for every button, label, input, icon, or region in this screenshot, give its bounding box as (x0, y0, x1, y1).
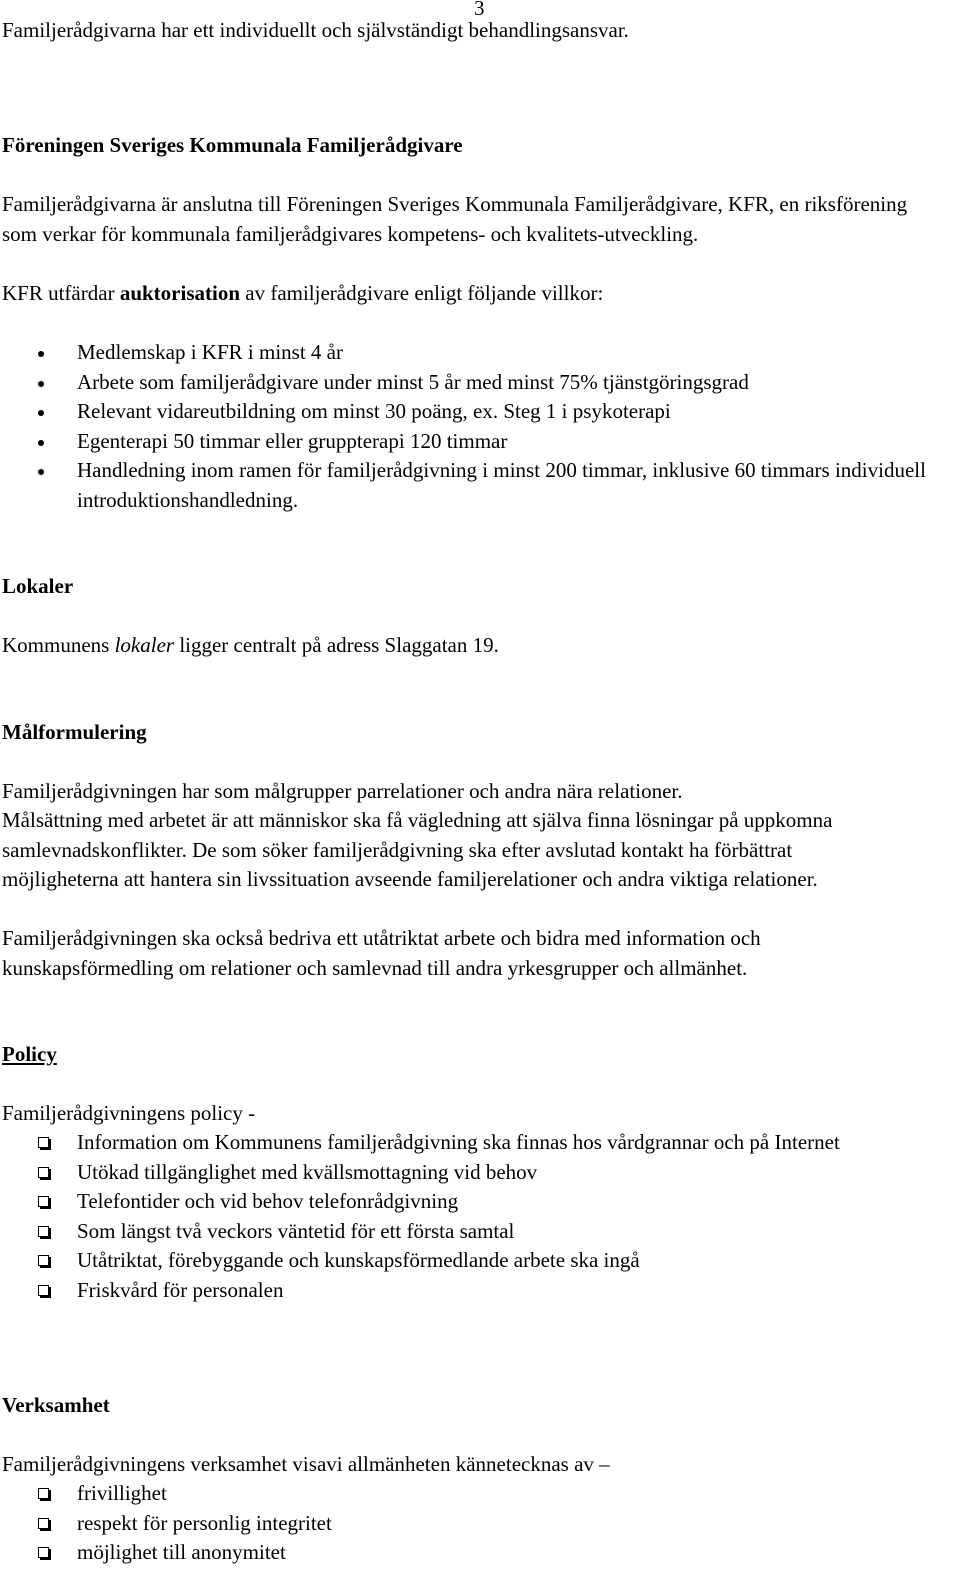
list-item (0, 1128, 927, 1158)
policy-item-text: Utökad tillgänglighet med kvällsmottagning vid behov (77, 1159, 538, 1184)
verksamhet-item-text: frivillighet (77, 1481, 167, 1505)
lokaler-italic: lokaler (114, 633, 175, 657)
checkbox-bullet-icon (38, 1518, 49, 1529)
conditions-list (0, 338, 947, 515)
list-item (0, 1509, 947, 1539)
checkbox-bullet-icon (38, 1285, 49, 1296)
list-item (0, 1276, 947, 1306)
checkbox-bullet-icon (38, 1167, 49, 1178)
bullet-icon (38, 410, 44, 416)
list-item (0, 1158, 947, 1188)
bullet-icon (38, 351, 44, 357)
policy-list (0, 1128, 947, 1305)
verksamhet-heading: Verksamhet (2, 1393, 110, 1417)
malformulering-line-2: Målsättning med arbetet är att människor ska få vägledning att själva finna lösningar på uppkomna samlevnadskonflikter. De som söker familjerådgivning ska efter avslutad kontakt ha förbättrat möjligheterna att hantera sin livssituation avseende familjerelationer och andra viktiga relationer. (2, 808, 833, 891)
list-item (0, 1217, 947, 1247)
verksamhet-item-text: möjlighet till anonymitet (77, 1540, 286, 1564)
checkbox-bullet-icon (38, 1488, 49, 1499)
checkbox-bullet-icon (38, 1255, 49, 1266)
policy-item-text: Information om Kommunens familjerådgivning ska finnas hos vårdgrannar och på Internet (77, 1130, 840, 1154)
intro-paragraph: Familjerådgivarna har ett individuellt och självständigt behandlingsansvar. (2, 18, 629, 42)
policy-intro: Familjerådgivningens policy - (2, 1101, 256, 1125)
policy-heading: Policy (2, 1042, 57, 1066)
kfr-auktorisation-post: av familjerådgivare enligt följande villkor: (240, 281, 604, 305)
checkbox-bullet-icon (38, 1226, 49, 1237)
list-item (0, 1187, 947, 1217)
checkbox-bullet-icon (38, 1547, 49, 1558)
list-item (0, 1246, 947, 1276)
list-item (0, 1479, 947, 1509)
malformulering-heading: Målformulering (2, 720, 147, 744)
verksamhet-list (0, 1479, 947, 1568)
kfr-paragraph: Familjerådgivarna är anslutna till Föreningen Sveriges Kommunala Familjerådgivare, KFR, en riksförening som verkar för kommunala familjerådgivares kompetens- och kvalitets-utveckling. (2, 192, 908, 246)
kfr-auktorisation-term: auktorisation (119, 281, 240, 305)
page-number: 3 (474, 0, 485, 20)
lokaler-paragraph (2, 631, 499, 661)
condition-text: Medlemskap i KFR i minst 4 år (77, 340, 343, 364)
checkbox-bullet-icon (38, 1137, 49, 1148)
policy-item-text: Friskvård för personalen (77, 1277, 284, 1302)
kfr-heading: Föreningen Sveriges Kommunala Familjerådgivare (2, 133, 463, 157)
verksamhet-intro: Familjerådgivningens verksamhet visavi allmänheten kännetecknas av – (2, 1452, 610, 1476)
policy-item-text: Telefontider och vid behov telefonrådgivning (77, 1189, 459, 1213)
bullet-icon (38, 381, 44, 387)
checkbox-bullet-icon (38, 1196, 49, 1207)
list-item (0, 456, 947, 515)
list-item (0, 368, 947, 398)
condition-text: Handledning inom ramen för familjerådgivning i minst 200 timmar, inklusive 60 timmars individuell introduktionshandledning. (77, 458, 926, 512)
condition-text: Arbete som familjerådgivare under minst 5 år med minst 75% tjänstgöringsgrad (77, 369, 749, 394)
list-item (0, 427, 947, 457)
kfr-auktorisation-pre: KFR utfärdar (2, 281, 120, 305)
bullet-icon (38, 469, 44, 475)
kfr-auktorisation-paragraph (2, 279, 603, 309)
condition-text: Relevant vidareutbildning om minst 30 poäng, ex. Steg 1 i psykoterapi (77, 399, 671, 423)
lokaler-heading: Lokaler (2, 574, 74, 598)
list-item (0, 1538, 947, 1568)
policy-item-text: Som längst två veckors väntetid för ett första samtal (77, 1218, 515, 1243)
lokaler-post: ligger centralt på adress Slaggatan 19. (174, 633, 499, 657)
malformulering-line-1: Familjerådgivningen har som målgrupper parrelationer och andra nära relationer. (2, 779, 683, 803)
policy-item-text: Utåtriktat, förebyggande och kunskapsförmedlande arbete ska ingå (77, 1248, 640, 1272)
lokaler-pre: Kommunens (2, 633, 115, 657)
bullet-icon (38, 440, 44, 446)
condition-text: Egenterapi 50 timmar eller gruppterapi 120 timmar (77, 428, 508, 453)
malformulering-line-3: Familjerådgivningen ska också bedriva ett utåtriktat arbete och bidra med information och kunskapsförmedling om relationer och samlevnad till andra yrkesgrupper och allmänhet. (2, 926, 761, 980)
verksamhet-item-text: respekt för personlig integritet (77, 1510, 332, 1535)
list-item (0, 397, 947, 427)
list-item (0, 338, 947, 368)
